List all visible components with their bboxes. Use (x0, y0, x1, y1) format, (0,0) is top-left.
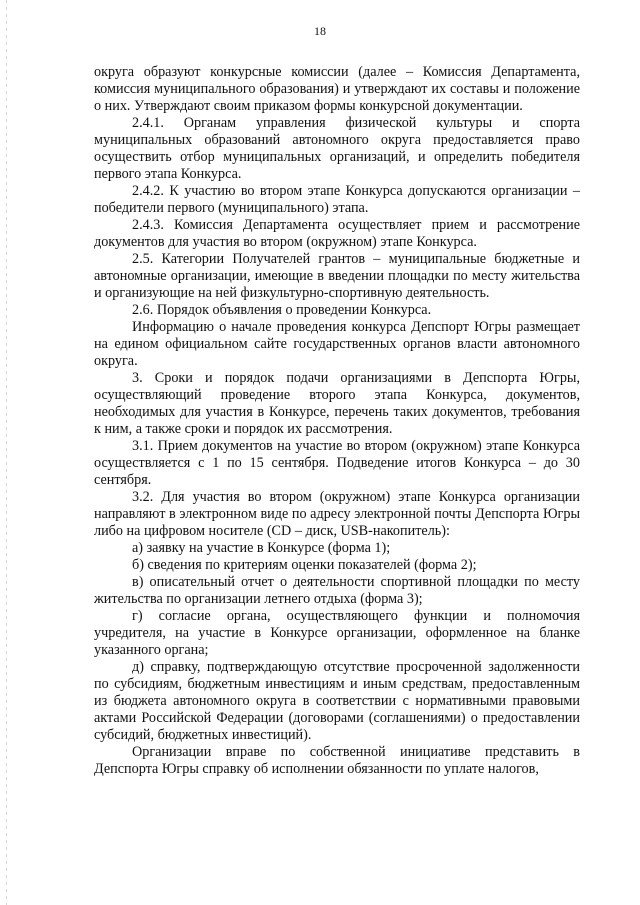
paragraph-2-5: 2.5. Категории Получателей грантов – муниципальные бюджетные и автономные организации, имеющие в введении площадки по месту жительства и организующие на ней физкультурно-спортивную деятельность. (94, 251, 580, 301)
paragraph-2-4-3: 2.4.3. Комиссия Департамента осуществляет прием и рассмотрение документов для участия во втором (окружном) этапе Конкурса. (94, 217, 580, 250)
paragraph-3-2: 3.2. Для участия во втором (окружном) этапе Конкурса организации направляют в электронном виде по адресу электронной почты Депспорта Югры либо на цифровом носителе (CD – диск, USB-накопитель): (94, 489, 580, 539)
list-item-g: г) согласие органа, осуществляющего функции и полномочия учредителя, на участие в Конкурсе организации, оформленное на бланке указанного органа; (94, 608, 580, 658)
list-item-d: д) справку, подтверждающую отсутствие просроченной задолженности по субсидиям, бюджетным инвестициям и иным средствам, предоставленным из бюджета автономного округа в соответствии с нормативными правовыми актами Российской Федерации (договорами (соглашениями) о предоставлении субсидий, бюджетных инвестиций). (94, 659, 580, 743)
list-item-a: а) заявку на участие в Конкурсе (форма 1); (132, 540, 391, 556)
paragraph-2-6: 2.6. Порядок объявления о проведении Конкурса. (132, 302, 432, 318)
scan-edge-line (6, 0, 7, 905)
paragraph-announcement: Информацию о начале проведения конкурса Депспорт Югры размещает на едином официальном сайте государственных органов власти автономного округа. (94, 319, 580, 369)
paragraph-3-1: 3.1. Прием документов на участие во втором (окружном) этапе Конкурса осуществляется с 1 по 15 сентября. Подведение итогов Конкурса – до 30 сентября. (94, 438, 580, 488)
paragraph-organizations-optional: Организации вправе по собственной инициативе представить в Депспорта Югры справку об исполнении обязанности по уплате налогов, (94, 744, 580, 777)
document-body (94, 64, 580, 778)
list-item-b: б) сведения по критериям оценки показателей (форма 2); (132, 557, 477, 573)
page-number: 18 (314, 24, 326, 38)
paragraph-commissions-continued: округа образуют конкурсные комиссии (далее – Комиссия Департамента, комиссия муниципального образования) и утверждают их составы и положение о них. Утверждают своим приказом формы конкурсной документации. (94, 64, 580, 114)
list-item-v: в) описательный отчет о деятельности спортивной площадки по месту жительства по организации летнего отдыха (форма 3); (94, 574, 580, 607)
paragraph-2-4-2: 2.4.2. К участию во втором этапе Конкурса допускаются организации – победители первого (муниципального) этапа. (94, 183, 580, 216)
paragraph-3: 3. Сроки и порядок подачи организациями в Депспорта Югры, осуществляющий проведение второго этапа Конкурса, документов, необходимых для участия в Конкурсе, перечень таких документов, требования к ним, а также сроки и порядок их рассмотрения. (94, 370, 580, 437)
paragraph-2-4-1: 2.4.1. Органам управления физической культуры и спорта муниципальных образований автономного округа предоставляется право осуществить отбор муниципальных организаций, и определить победителя первого этапа Конкурса. (94, 115, 580, 182)
